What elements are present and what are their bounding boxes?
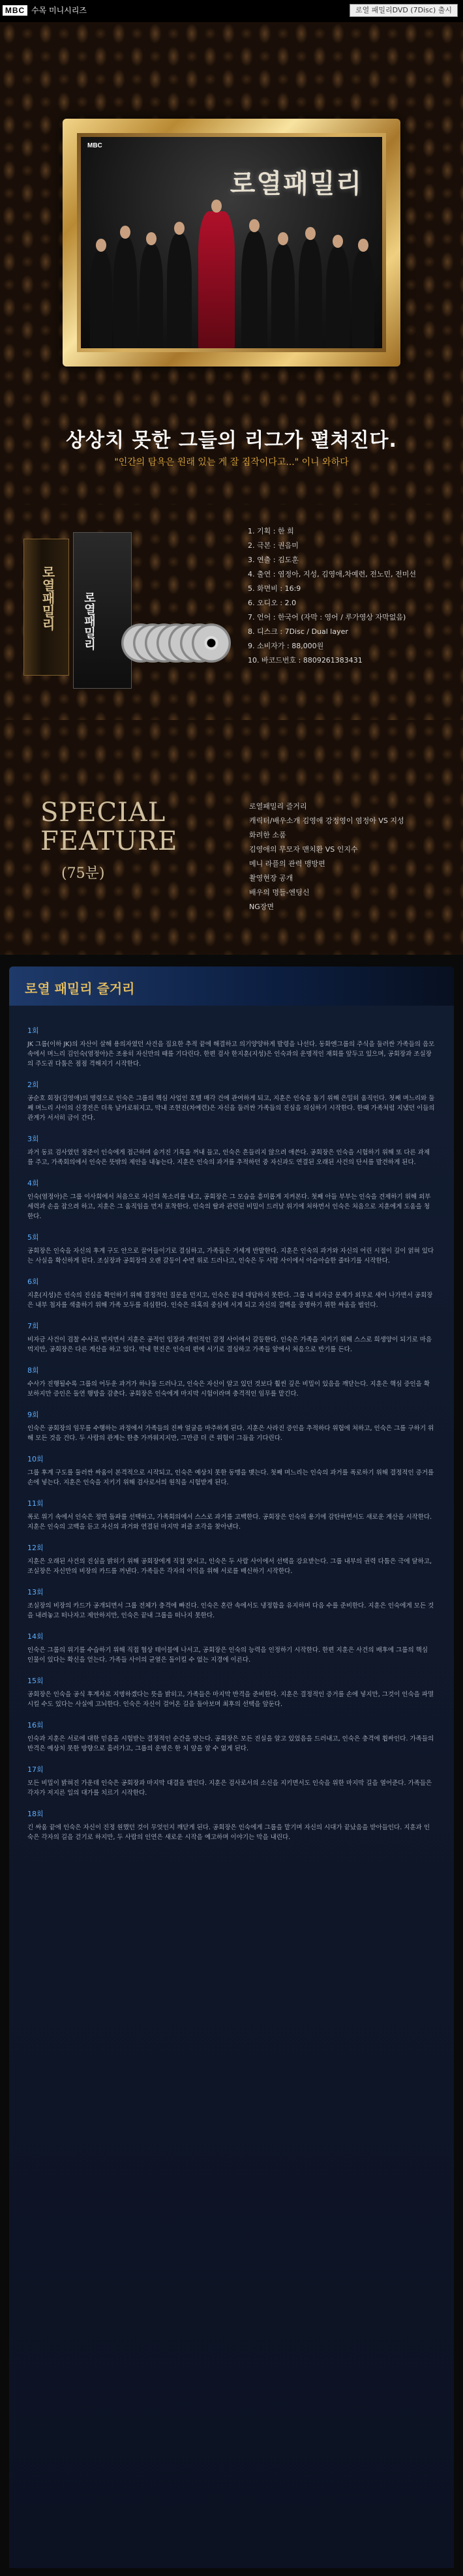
synopsis-body: [9, 1006, 454, 2568]
episode-number: 17회: [27, 1765, 44, 1774]
episode-block: [27, 1542, 436, 1576]
episode-block: [27, 1631, 436, 1665]
episode-block: [27, 1321, 436, 1355]
feature-item: 캐릭터/배우소개 김영애 강정영이 염정아 VS 지성: [249, 816, 404, 825]
spine-text: 로열패밀리: [40, 565, 55, 631]
poster-logo: MBC: [87, 142, 102, 149]
episode-block: [27, 1454, 436, 1488]
series-label: 수목 미니시리즈: [31, 6, 87, 15]
episode-block: [27, 1498, 436, 1532]
cover-text: 로열패밀리: [82, 592, 96, 650]
episode-summary: 모든 비밀이 밝혀진 가운데 인숙은 공회장과 마지막 대결을 벌인다. 지훈은 검사로서의 소신을 지키면서도 인숙을 위한 마지막 길을 열어준다. 가족들은 각자가 저지른 일의 대가를 치르기 시작한다.: [27, 1780, 432, 1797]
feature-item: 로열패밀리 즐거리: [249, 802, 307, 811]
episode-block: [27, 1133, 436, 1167]
special-feature-runtime: (75분): [61, 865, 105, 882]
episode-block: [27, 1808, 436, 1842]
episode-number: 13회: [27, 1588, 44, 1596]
special-feature-section: [0, 720, 463, 955]
top-bar: [0, 0, 463, 22]
episode-number: 6회: [27, 1278, 39, 1286]
info-item: 4. 출연 : 염정아, 지성, 김영애,차예련, 전노민, 전미선: [248, 570, 417, 578]
episode-summary: 수사가 진행될수록 그룹의 어두운 과거가 하나둘 드러나고, 인숙은 자신이 알고 있던 것보다 훨씬 깊은 비밀이 있음을 깨닫는다. 지훈은 핵심 증인을 확보하지만 증인은 돌연 행방을 감춘다. 공회장은 인숙에게 마지막 시험이라며 충격적인 임무를 맡긴다.: [27, 1381, 430, 1398]
episode-summary: 공순호 회장(김영애)의 명령으로 인숙은 그룹의 핵심 사업인 호텔 매각 건에 관여하게 되고, 지훈은 인숙을 돕기 위해 은밀히 움직인다. 첫째 며느리와 둘째 며느리 사이의 신경전은 더욱 날카로워지고, 막내 조현진(차예련)은 자신을 둘러싼 가족들의 진심을 의심하기 시작한다. 한때 가족처럼 지냈던 이들의 관계가 서서히 금이 간다.: [27, 1095, 435, 1122]
product-info-list: [248, 524, 450, 668]
episode-number: 15회: [27, 1677, 44, 1685]
episode-summary: 폭로 위기 속에서 인숙은 정면 돌파를 선택하고, 가족회의에서 스스로 과거를 고백한다. 공회장은 인숙의 용기에 감탄하면서도 새로운 계산을 시작한다. 지훈은 인숙의 고백을 듣고 자신의 과거와 연결된 마지막 퍼즐 조각을 찾아낸다.: [27, 1514, 432, 1531]
synopsis-section: [0, 955, 463, 2576]
mbc-logo[interactable]: MBC: [3, 5, 27, 16]
episode-summary: 지훈은 오래된 사건의 진실을 밝히기 위해 공회장에게 직접 맞서고, 인숙은 두 사람 사이에서 선택을 강요받는다. 그룹 내부의 권력 다툼은 극에 달하고, 조실장은 자신만의 비장의 카드를 꺼낸다. 가족들은 각자의 이익을 위해 서로를 배신하기 시작한다.: [27, 1558, 432, 1575]
feature-list: [249, 800, 404, 914]
episode-summary: 그룹 후계 구도를 둘러싼 싸움이 본격적으로 시작되고, 인숙은 예상치 못한 동맹을 맺는다. 첫째 며느리는 인숙의 과거를 폭로하기 위해 결정적인 증거를 손에 넣는다. 지훈은 인숙을 지키기 위해 검사로서의 원칙을 시험받게 된다.: [27, 1469, 434, 1486]
episode-summary: 인숙(염정아)은 그룹 이사회에서 처음으로 자신의 목소리를 내고, 공회장은 그 모습을 흥미롭게 지켜본다. 첫째 아들 부부는 인숙을 견제하기 위해 외부 세력과 손을 잡으려 하고, 지훈은 그 움직임을 먼저 포착한다. 인숙의 딸과 관련된 비밀이 드러날 위기에 처하면서 인숙은 처음으로 지훈에게 도움을 청한다.: [27, 1193, 431, 1220]
episode-number: 5회: [27, 1233, 39, 1242]
episode-number: 10회: [27, 1455, 44, 1463]
episode-number: 18회: [27, 1810, 44, 1818]
info-item: 1. 기획 : 한 희: [248, 527, 294, 535]
episode-summary: 인숙은 그룹의 위기를 수습하기 위해 직접 협상 테이블에 나서고, 공회장은 인숙의 능력을 인정하기 시작한다. 한편 지훈은 사건의 배후에 그룹의 핵심 인물이 있다는 확신을 얻는다. 가족들 사이의 균열은 돌이킬 수 없는 지경에 이른다.: [27, 1647, 428, 1664]
episode-block: [27, 1764, 436, 1798]
episode-summary: 조실장의 비장의 카드가 공개되면서 그룹 전체가 충격에 빠진다. 인숙은 혼란 속에서도 냉정함을 유지하며 다음 수를 준비한다. 지훈은 인숙에게 모든 것을 내려놓고 떠나자고 제안하지만, 인숙은 끝내 그룹을 떠나지 못한다.: [27, 1602, 434, 1619]
episode-summary: 공회장은 인숙을 공식 후계자로 지명하겠다는 뜻을 밝히고, 가족들은 마지막 반격을 준비한다. 지훈은 결정적인 증거를 손에 넣지만, 그것이 인숙을 파멸시킬 수도 있다는 사실에 고뇌한다. 인숙은 자신이 걸어온 길을 돌아보며 최후의 선택을 앞둔다.: [27, 1691, 434, 1708]
episode-block: [27, 1587, 436, 1621]
product-section: [0, 505, 463, 720]
episode-summary: 인숙은 공회장의 임무를 수행하는 과정에서 가족들의 진짜 얼굴을 마주하게 된다. 지훈은 사라진 증인을 추적하다 위험에 처하고, 인숙은 그를 구하기 위해 모든 것을 건다. 두 사람의 관계는 한층 가까워지지만, 그만큼 더 큰 위험이 그들을 기다린다.: [27, 1425, 434, 1442]
episode-number: 7회: [27, 1322, 39, 1330]
episode-number: 4회: [27, 1179, 39, 1188]
dvd-release-button[interactable]: 로열 패밀리DVD (7Disc) 출시: [350, 4, 458, 17]
episode-block: [27, 1025, 436, 1069]
episode-number: 3회: [27, 1135, 39, 1143]
info-item: 8. 디스크 : 7Disc / Dual layer: [248, 627, 348, 636]
subline: "인간의 탐욕은 원래 있는 게 잘 짐작이다고..." 이니 와하다: [114, 457, 349, 468]
episode-number: 11회: [27, 1499, 44, 1508]
episode-number: 16회: [27, 1721, 44, 1730]
episode-block: [27, 1675, 436, 1709]
feature-item: 화려한 소품: [249, 831, 286, 839]
episode-block: [27, 1079, 436, 1123]
feature-item: NG장면: [249, 903, 275, 911]
feature-item: 촬영현장 공개: [249, 874, 293, 882]
episode-block: [27, 1276, 436, 1310]
episode-summary: JK 그룹(이하 JK)의 자산이 살해 용의자였던 사건을 집요한 추적 끝에 해결하고 의기양양하게 발령을 나선다. 동화엔그룹의 주식을 둘러싼 가족들의 음모 속에서 며느리 김인숙(염정아)은 조용히 자신만의 때를 기다린다. 한편 검사 한지훈(지성)은 인숙과의 운명적인 재회를 앞두고 있으며, 공회장과 조실장의 주도권 다툼은 점점 격해지기 시작한다.: [27, 1041, 435, 1068]
episode-block: [27, 1178, 436, 1221]
episode-number: 1회: [27, 1026, 39, 1035]
episode-summary: 공회장은 인숙을 자신의 후계 구도 안으로 끌어들이기로 결심하고, 가족들은 거세게 반발한다. 지훈은 인숙의 과거와 자신의 어린 시절이 깊이 얽혀 있다는 사실을 확신하게 된다. 조실장과 공회장의 오랜 갈등이 수면 위로 드러나고, 인숙은 두 사람 사이에서 아슬아슬한 줄타기를 시작한다.: [27, 1248, 434, 1265]
poster-title: 로열패밀리: [230, 168, 363, 199]
info-item: 10. 바코드번호 : 8809261383431: [248, 656, 363, 665]
feature-item: 배우의 명들-엔딩신: [249, 888, 310, 897]
episode-number: 12회: [27, 1544, 44, 1552]
episode-block: [27, 1232, 436, 1266]
poster-image: [81, 137, 382, 348]
feature-item: 김영애의 무모자 맨치환 VS 인지수: [249, 845, 358, 854]
episode-number: 14회: [27, 1632, 44, 1641]
feature-item: 메니 라플의 관력 맹방편: [249, 860, 325, 868]
episode-summary: 긴 싸움 끝에 인숙은 자신이 진정 원했던 것이 무엇인지 깨닫게 된다. 공회장은 인숙에게 그룹을 맡기며 자신의 시대가 끝났음을 받아들인다. 지훈과 인숙은 각자의 길을 걷기로 하지만, 두 사람의 인연은 새로운 시작을 예고하며 이야기는 막을 내린다.: [27, 1824, 430, 1841]
synopsis-header: [9, 966, 454, 1006]
info-item: 2. 극본 : 권음미: [248, 541, 299, 550]
episode-summary: 지훈(지성)은 인숙의 진심을 확인하기 위해 결정적인 질문을 던지고, 인숙은 끝내 대답하지 못한다. 그룹 내 비자금 문제가 외부로 새어 나가면서 공회장은 내부 첩자를 색출하기 위해 가족 모두를 의심한다. 인숙은 의혹의 중심에 서게 되고 자신의 결백을 증명하기 위한 싸움을 벌인다.: [27, 1292, 433, 1309]
episode-number: 9회: [27, 1411, 39, 1419]
gold-frame: [63, 119, 400, 367]
synopsis-title: 로열 패밀리 즐거리: [25, 981, 135, 996]
info-item: 9. 소비자가 : 88,000원: [248, 642, 324, 650]
dvd-package-image: [23, 532, 219, 695]
episode-block: [27, 1409, 436, 1443]
info-item: 7. 언어 : 한국어 (자막 : 영어 / 루가영상 자막없음): [248, 613, 406, 622]
episode-block: [27, 1365, 436, 1399]
info-item: 5. 화면비 : 16:9: [248, 584, 301, 593]
headline: 상상치 못한 그들의 리그가 펼쳐진다.: [66, 429, 397, 452]
episode-summary: 비자금 사건이 검찰 수사로 번지면서 지훈은 공적인 입장과 개인적인 감정 사이에서 갈등한다. 인숙은 가족을 지키기 위해 스스로 희생양이 되기로 마음먹지만, 공회장은 다른 계산을 하고 있다. 막내 현진은 인숙의 편에 서기로 결심하고 가족들 앞에서 처음으로 반기를 든다.: [27, 1336, 432, 1353]
hero-section: [0, 22, 463, 505]
episode-block: [27, 1720, 436, 1754]
info-item: 3. 연출 : 김도훈: [248, 556, 299, 564]
episode-summary: 인숙과 지훈은 서로에 대한 믿음을 시험받는 결정적인 순간을 맞는다. 공회장은 모든 진실을 알고 있었음을 드러내고, 인숙은 충격에 휩싸인다. 가족들의 반격은 예상치 못한 방향으로 흘러가고, 그룹의 운명은 한 치 앞을 알 수 없게 된다.: [27, 1735, 434, 1752]
episode-number: 8회: [27, 1366, 39, 1375]
special-feature-title: SPECIAL FEATURE: [40, 798, 178, 856]
info-item: 6. 오디오 : 2.0: [248, 599, 297, 607]
episode-number: 2회: [27, 1081, 39, 1089]
episode-summary: 과거 동료 검사였던 정준이 인숙에게 접근하며 숨겨진 기록을 꺼내 들고, 인숙은 흔들리지 않으려 애쓴다. 공회장은 인숙을 시험하기 위해 또 다른 과제를 주고, 가족회의에서 인숙은 뜻밖의 제안을 내놓는다. 지훈은 인숙의 과거를 추적하던 중 자신과도 연결된 오래된 사건의 단서를 발견하게 된다.: [27, 1149, 430, 1166]
